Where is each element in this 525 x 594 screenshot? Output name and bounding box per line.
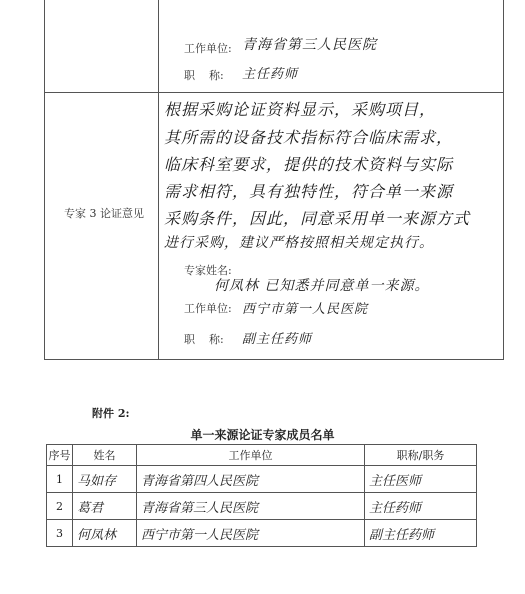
table-bottom-border	[44, 359, 504, 360]
row-name: 葛君	[73, 493, 137, 520]
table-row	[47, 493, 477, 520]
expert2-title-value: 主任药师	[242, 67, 299, 82]
opinion-line: 需求相符，具有独特性，符合单一来源	[164, 182, 454, 201]
row-unit: 西宁市第一人民医院	[137, 520, 365, 547]
expert3-title-label: 职 称:	[184, 333, 224, 346]
opinion-line: 采购条件，因此，同意采用单一来源方式	[164, 209, 471, 228]
appendix-label: 附件 2:	[92, 407, 130, 420]
expert2-unit-value: 青海省第三人民医院	[242, 37, 377, 53]
table-column-divider	[158, 0, 159, 360]
row-index: 2	[47, 493, 73, 520]
table-left-border	[44, 0, 45, 360]
expert3-title-value: 副主任药师	[242, 332, 313, 347]
row-index: 1	[47, 466, 73, 493]
header-name: 姓名	[73, 445, 137, 466]
expert3-unit-value: 西宁市第一人民医院	[242, 302, 369, 317]
expert3-unit-label: 工作单位:	[184, 302, 232, 315]
header-index: 序号	[47, 445, 73, 466]
opinion-line: 临床科室要求，提供的技术资料与实际	[164, 155, 454, 174]
expert3-signature: 何凤林 已知悉并同意单一来源。	[214, 278, 430, 294]
member-table-title: 单一来源论证专家成员名单	[190, 428, 335, 442]
row-title: 副主任药师	[365, 520, 477, 547]
row-unit: 青海省第三人民医院	[137, 493, 365, 520]
header-title: 职称/职务	[365, 445, 477, 466]
row-index: 3	[47, 520, 73, 547]
row-title: 主任药师	[365, 493, 477, 520]
table-header-row	[47, 445, 477, 466]
expert-member-table	[46, 444, 477, 547]
expert2-unit-label: 工作单位:	[184, 42, 232, 55]
expert3-name-label: 专家姓名:	[184, 264, 232, 277]
expert3-row-label: 专家 3 论证意见	[64, 207, 144, 220]
expert-opinion-table	[44, 0, 504, 360]
row-title: 主任医师	[365, 466, 477, 493]
row-name: 马如存	[73, 466, 137, 493]
opinion-line: 进行采购，建议严格按照相关规定执行。	[164, 235, 434, 251]
row-unit: 青海省第四人民医院	[137, 466, 365, 493]
opinion-line: 其所需的设备技术指标符合临床需求，	[164, 128, 454, 147]
opinion-line: 根据采购论证资料显示，采购项目，	[164, 100, 437, 119]
header-unit: 工作单位	[137, 445, 365, 466]
table-row-divider	[44, 92, 504, 93]
row-name: 何凤林	[73, 520, 137, 547]
table-row	[47, 520, 477, 547]
table-row	[47, 466, 477, 493]
table-right-border	[503, 0, 504, 360]
expert2-title-label: 职 称:	[184, 69, 224, 82]
